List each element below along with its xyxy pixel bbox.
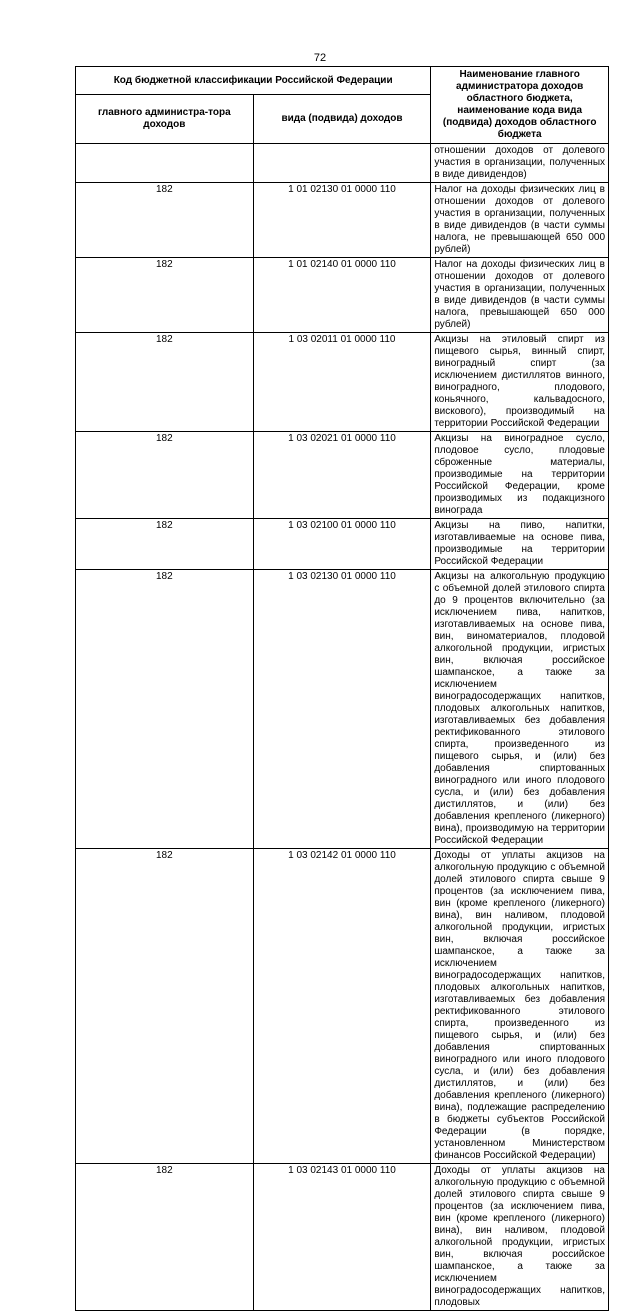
row-classification-code: 1 03 02143 01 0000 110 bbox=[253, 1164, 431, 1311]
budget-classification-table bbox=[75, 66, 609, 1311]
row-admin-code: 182 bbox=[76, 183, 254, 258]
row-description: отношении доходов от долевого участия в организации, полученных в виде дивидендов) bbox=[431, 144, 609, 183]
row-admin-code: 182 bbox=[76, 519, 254, 570]
row-description: Налог на доходы физических лиц в отношении доходов от долевого участия в организации, полученных в виде дивидендов (в части суммы налога, не превышающей 650 000 рублей) bbox=[431, 183, 609, 258]
header-code-column: вида (подвида) доходов bbox=[253, 95, 431, 144]
table-row bbox=[76, 519, 609, 570]
row-description: Акцизы на пиво, напитки, изготавливаемые на основе пива, производимые на территории Российской Федерации bbox=[431, 519, 609, 570]
row-classification-code bbox=[253, 144, 431, 183]
table-row bbox=[76, 183, 609, 258]
table-row bbox=[76, 1164, 609, 1311]
table-row bbox=[76, 258, 609, 333]
header-name-column: Наименование главного администратора доходов областного бюджета, наименование кода вида (подвида) доходов областного бюджета bbox=[431, 67, 609, 144]
header-group-code: Код бюджетной классификации Российской Федерации bbox=[76, 67, 431, 95]
row-classification-code: 1 01 02140 01 0000 110 bbox=[253, 258, 431, 333]
row-admin-code: 182 bbox=[76, 432, 254, 519]
table-row bbox=[76, 144, 609, 183]
table-header bbox=[76, 67, 609, 144]
table-row bbox=[76, 570, 609, 849]
row-classification-code: 1 03 02021 01 0000 110 bbox=[253, 432, 431, 519]
row-description: Акцизы на алкогольную продукцию с объемной долей этилового спирта до 9 процентов включительно (за исключением пива, напитков, изготавливаемых на основе пива, вин, виноматериалов, плодовой алкогольной продукции, игристых вин, включая российское шампанское, а также за исключением виноградосодержащих напитков, плодовых алкогольных напитков, изготавливаемых без добавления ректификованного этилового спирта, произведенного из пищевого сырья, и (или) без добавления спиртованных виноградного или иного плодового сусла, и (или) без добавления дистиллятов, и (или) без добавления крепленого (ликерного) вина), производимую на территории Российской Федерации bbox=[431, 570, 609, 849]
table-row bbox=[76, 333, 609, 432]
row-admin-code bbox=[76, 144, 254, 183]
row-description: Доходы от уплаты акцизов на алкогольную продукцию с объемной долей этилового спирта свыше 9 процентов (за исключением пива, вин (кроме крепленого (ликерного) вина), вин наливом, плодовой алкогольной продукции, игристых вин, включая российское шампанское, а также за исключением виноградосодержащих напитков, плодовых bbox=[431, 1164, 609, 1311]
table-body bbox=[76, 144, 609, 1311]
row-classification-code: 1 03 02100 01 0000 110 bbox=[253, 519, 431, 570]
row-admin-code: 182 bbox=[76, 849, 254, 1164]
page-number: 72 bbox=[313, 52, 327, 64]
row-admin-code: 182 bbox=[76, 333, 254, 432]
header-admin-column: главного администра-тора доходов bbox=[76, 95, 254, 144]
row-description: Акцизы на виноградное сусло, плодовое сусло, плодовые сброженные материалы, производимые на территории Российской Федерации, кроме производимых из подакцизного винограда bbox=[431, 432, 609, 519]
row-admin-code: 182 bbox=[76, 258, 254, 333]
row-classification-code: 1 03 02130 01 0000 110 bbox=[253, 570, 431, 849]
row-classification-code: 1 03 02011 01 0000 110 bbox=[253, 333, 431, 432]
row-description: Налог на доходы физических лиц в отношении доходов от долевого участия в организации, полученных в виде дивидендов (в части суммы налога, превышающей 650 000 рублей) bbox=[431, 258, 609, 333]
row-classification-code: 1 01 02130 01 0000 110 bbox=[253, 183, 431, 258]
table-row bbox=[76, 432, 609, 519]
table-row bbox=[76, 849, 609, 1164]
row-classification-code: 1 03 02142 01 0000 110 bbox=[253, 849, 431, 1164]
row-description: Доходы от уплаты акцизов на алкогольную продукцию с объемной долей этилового спирта свыше 9 процентов (за исключением пива, вин (кроме крепленого (ликерного) вина), вин наливом, плодовой алкогольной продукции, игристых вин, включая российское шампанское, а также за исключением виноградосодержащих напитков, плодовых алкогольных напитков, изготавливаемых без добавления ректификованного этилового спирта, произведенного из пищевого сырья, и (или) без добавления спиртованных виноградного или иного плодового сусла, и (или) без добавления дистиллятов, и (или) без добавления крепленого (ликерного) вина), подлежащие распределению в бюджеты субъектов Российской Федерации (в порядке, установленном Министерством финансов Российской Федерации) bbox=[431, 849, 609, 1164]
row-description: Акцизы на этиловый спирт из пищевого сырья, винный спирт, виноградный спирт (за исключением дистиллятов винного, виноградного, плодового, коньячного, кальвадосного, вискового), производимый на территории Российской Федерации bbox=[431, 333, 609, 432]
row-admin-code: 182 bbox=[76, 570, 254, 849]
row-admin-code: 182 bbox=[76, 1164, 254, 1311]
